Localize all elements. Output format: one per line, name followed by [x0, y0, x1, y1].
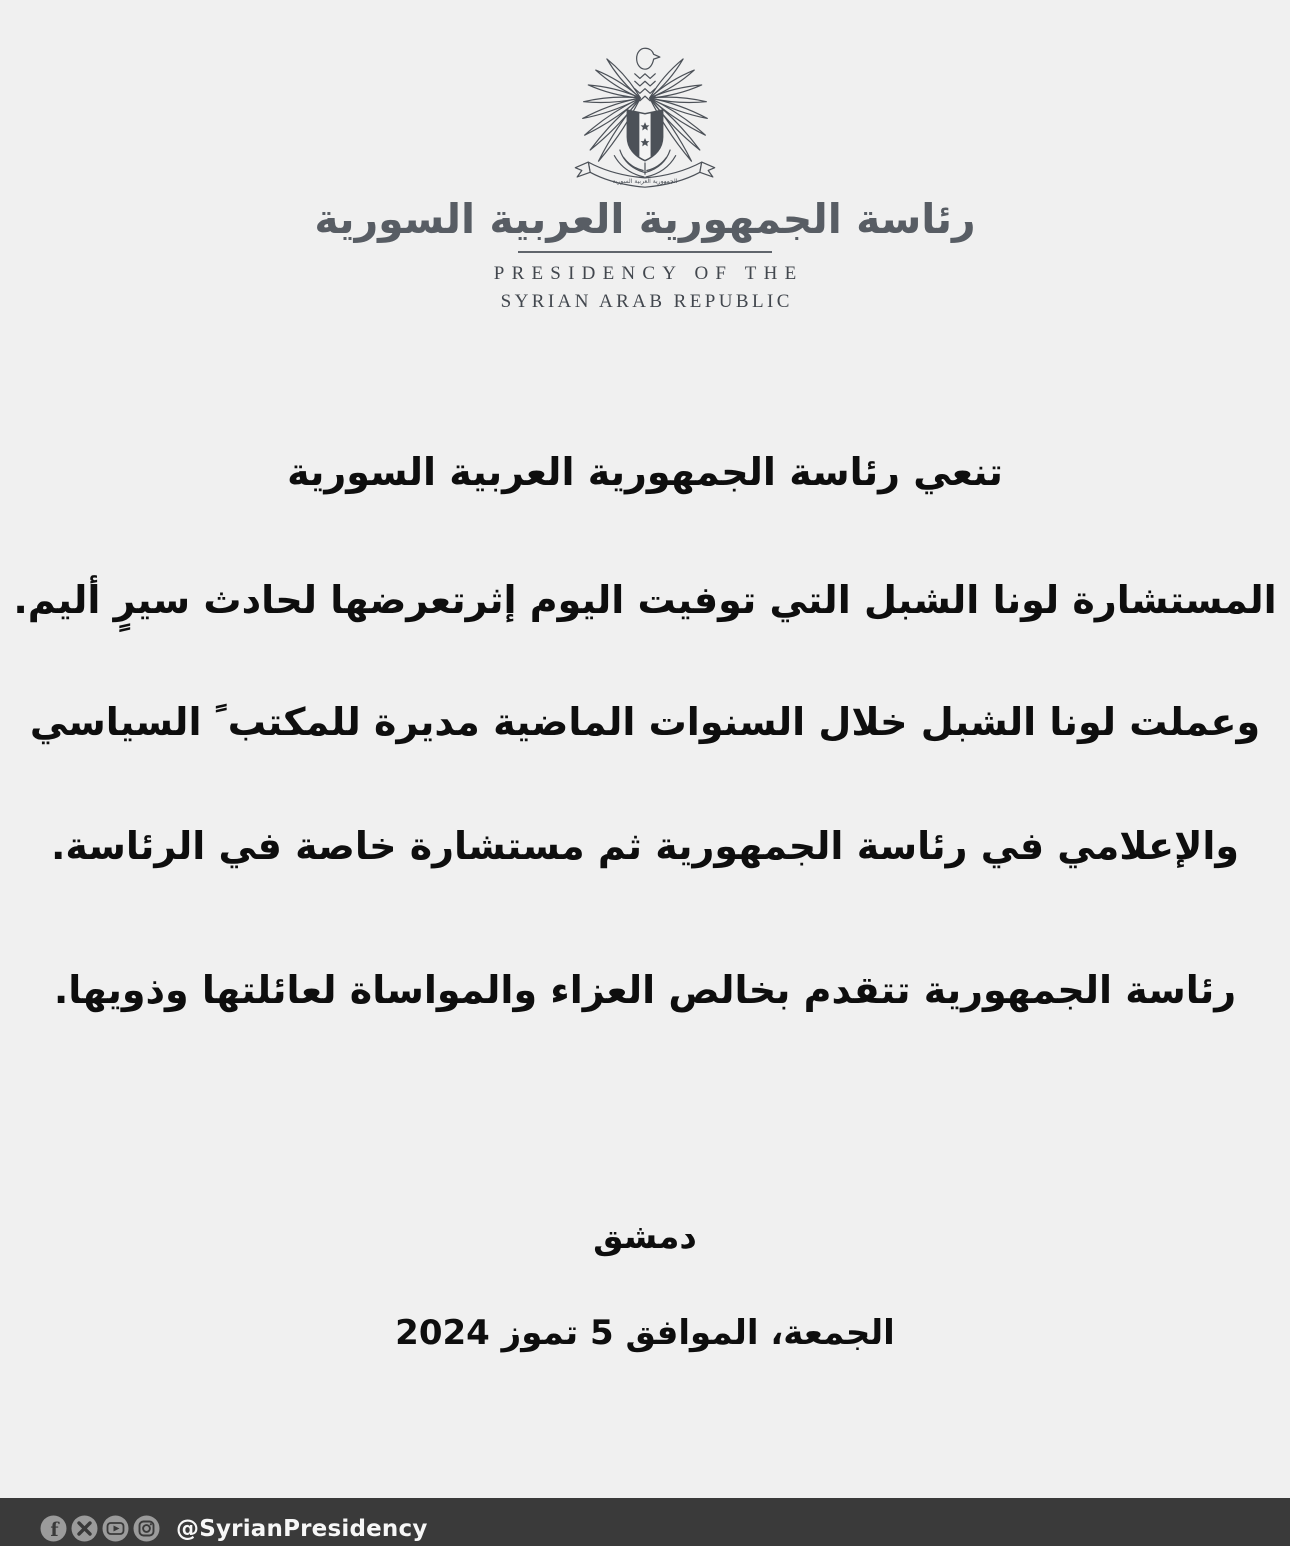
- statement-line: المستشارة لونا الشبل التي توفيت اليوم إثرتعرضها لحادث سيرٍ أليم.: [13, 578, 1277, 622]
- youtube-icon: [102, 1515, 129, 1542]
- social-footer-bar: [0, 1498, 1290, 1546]
- statement-line: تنعي رئاسة الجمهورية العربية السورية: [287, 450, 1003, 494]
- instagram-icon: [133, 1515, 160, 1542]
- social-footer-row: [0, 1515, 1290, 1542]
- x-icon: [71, 1515, 98, 1542]
- emblem-banner-text: الجمهورية العربية السورية: [612, 178, 678, 186]
- statement-line: رئاسة الجمهورية تتقدم بخالص العزاء والمواساة لعائلتها وذويها.: [53, 968, 1237, 1012]
- facebook-icon: [40, 1515, 67, 1542]
- org-name-arabic: رئاسة الجمهورية العربية السورية: [314, 195, 976, 243]
- org-name-english-line1: PRESIDENCY OF THE: [493, 263, 804, 285]
- statement-line: وعملت لونا الشبل خلال السنوات الماضية مديرة للمكتب ً السياسي: [29, 700, 1261, 744]
- statement-line: والإعلامي في رئاسة الجمهورية ثم مستشارة خاصة في الرئاسة.: [50, 824, 1240, 868]
- org-name-english-line2: SYRIAN ARAB REPUBLIC: [500, 290, 793, 312]
- statement-city: دمشق: [593, 1217, 697, 1257]
- svg-text:f: f: [50, 1519, 59, 1541]
- statement-date: الجمعة، الموافق 5 تموز 2024: [395, 1313, 895, 1353]
- social-handle: @SyrianPresidency: [176, 1515, 428, 1542]
